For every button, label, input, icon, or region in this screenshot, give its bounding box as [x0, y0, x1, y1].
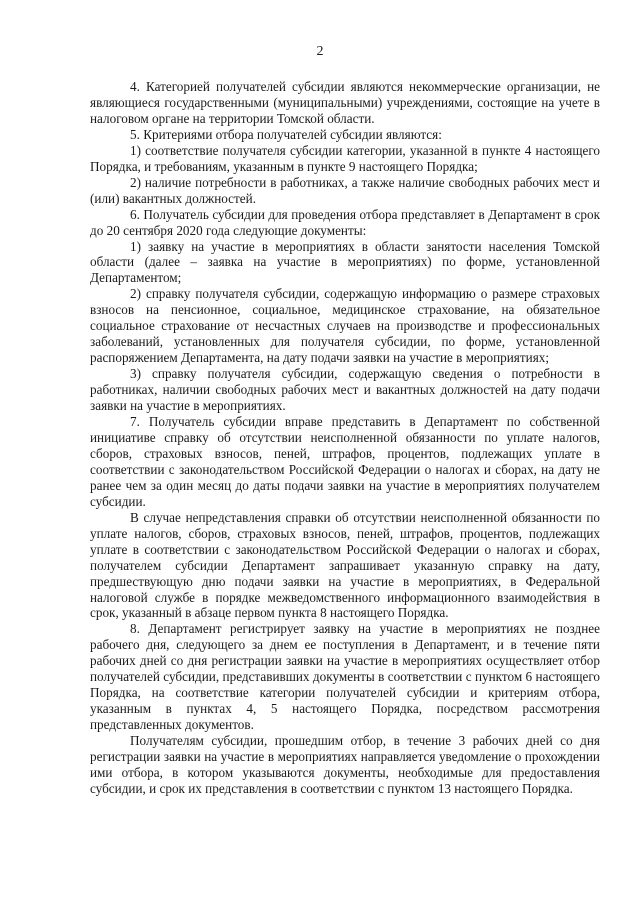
paragraph-item-8: 8. Департамент регистрирует заявку на участие в мероприятиях не позднее рабочего дня, следующего за днем ее поступления в Департамент, и в течение пяти рабочих дней со дня регистрации заявки на участие в мероприятиях осуществляет отбор получателей субсидии, представивших документы в соответствии с пунктом 6 настоящего Порядка, на соответствие категории получателей субсидии и критериям отбора, указанным в пунктах 4, 5 настоящего Порядка, посредством рассмотрения представленных документов. — [90, 621, 600, 733]
paragraph-item-6-3: 3) справку получателя субсидии, содержащую сведения о потребности в работниках, наличии свободных рабочих мест и вакантных должностей на дату подачи заявки на участие в мероприятиях. — [90, 366, 600, 414]
paragraph-item-6-1: 1) заявку на участие в мероприятиях в области занятости населения Томской области (далее – заявка на участие в мероприятиях) по форме, установленной Департаментом; — [90, 238, 600, 286]
paragraph-item-5: 5. Критериями отбора получателей субсидии являются: — [130, 126, 442, 142]
paragraph-item-6-2: 2) справку получателя субсидии, содержащую информацию о размере страховых взносов на пенсионное, социальное, медицинское страхование, на обязательное социальное страхование от несчастных случаев на производстве и профессиональных заболеваний, установленных для получателя субсидии, по форме, установленной распоряжением Департамента, на дату подачи заявки на участие в мероприятиях; — [90, 286, 600, 366]
document-body — [90, 79, 600, 797]
page-number: 2 — [316, 44, 324, 59]
paragraph-item-5-2: 2) наличие потребности в работниках, а также наличие свободных рабочих мест и (или) вакантных должностей. — [90, 174, 600, 206]
paragraph-item-5-1: 1) соответствие получателя субсидии категории, указанной в пункте 4 настоящего Порядка, и требованиям, указанным в пункте 9 настоящего Порядка; — [90, 142, 600, 174]
paragraph-item-7-cont: В случае непредставления справки об отсутствии неисполненной обязанности по уплате налогов, сборов, страховых взносов, пеней, штрафов, процентов, подлежащих уплате в соответствии с законодательством Российской Федерации о налогах и сборах, получателем субсидии Департамент запрашивает указанную справку на дату, предшествующую дню подачи заявки на участие в мероприятиях, в Федеральной налоговой службе в порядке межведомственного информационного взаимодействия в срок, указанный в абзаце первом пункта 8 настоящего Порядка. — [90, 509, 600, 621]
paragraph-item-7: 7. Получатель субсидии вправе представить в Департамент по собственной инициативе справку об отсутствии неисполненной обязанности по уплате налогов, сборов, страховых взносов, пеней, штрафов, процентов, подлежащих уплате в соответствии с законодательством Российской Федерации о налогах и сборах, на дату не ранее чем за один месяц до даты подачи заявки на участие в мероприятиях получателем субсидии. — [90, 414, 600, 509]
paragraph-item-4: 4. Категорией получателей субсидии являются некоммерческие организации, не являющиеся государственными (муниципальными) учреждениями, состоящие на учете в налоговом органе на территории Томской области. — [90, 79, 600, 126]
paragraph-item-6: 6. Получатель субсидии для проведения отбора представляет в Департамент в срок до 20 сентября 2020 года следующие документы: — [90, 206, 600, 238]
paragraph-item-8-cont: Получателям субсидии, прошедшим отбор, в течение 3 рабочих дней со дня регистрации заявки на участие в мероприятиях направляется уведомление о прохождении ими отбора, в котором указываются документы, необходимые для предоставления субсидии, и срок их представления в соответствии с пунктом 13 настоящего Порядка. — [90, 733, 600, 796]
